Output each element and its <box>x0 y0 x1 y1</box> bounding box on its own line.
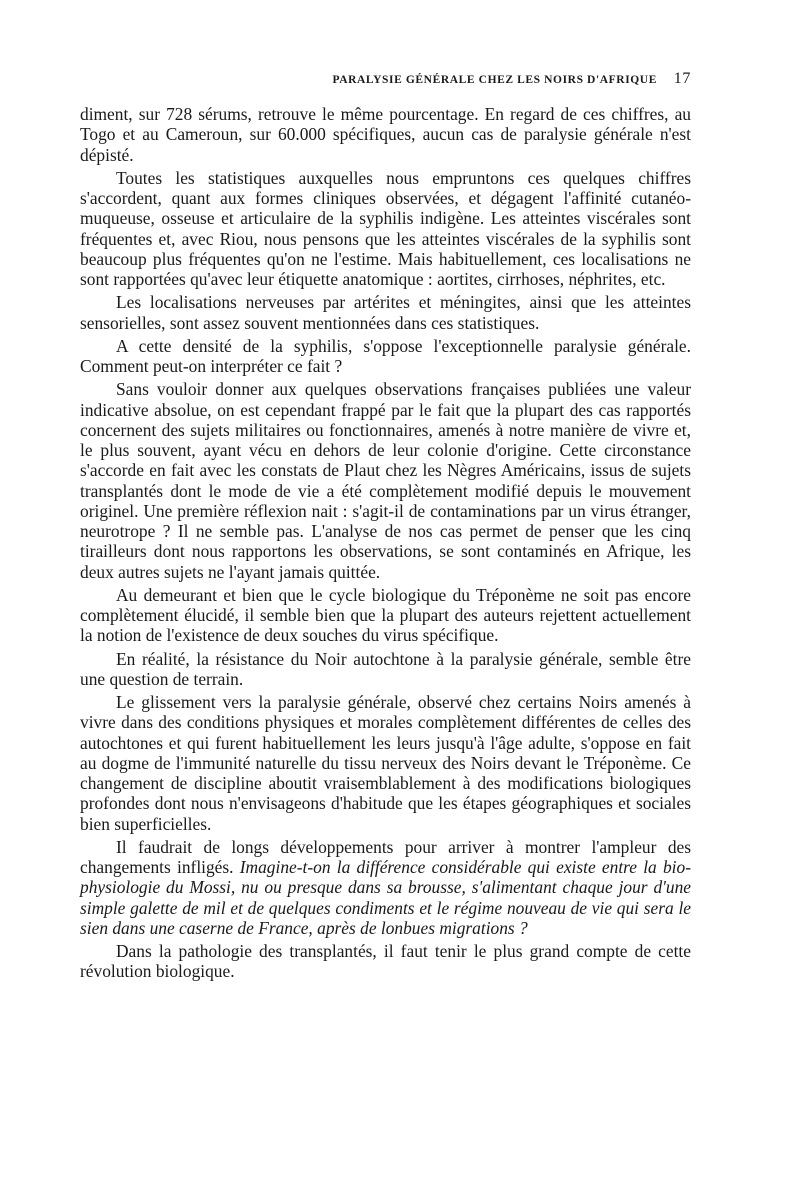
running-title: PARALYSIE GÉNÉRALE CHEZ LES NOIRS D'AFRIQUE <box>332 74 657 86</box>
paragraph: diment, sur 728 sérums, retrouve le même pourcentage. En regard de ces chiffres, au Togo et au Cameroun, sur 60.000 spécifiques, aucun cas de paralysie générale n'est dépisté. <box>80 104 691 165</box>
running-head <box>80 70 691 92</box>
paragraph: Au demeurant et bien que le cycle biologique du Tréponème ne soit pas encore complètement élucidé, il semble bien que la plupart des auteurs rejettent actuellement la notion de l'existence de deux souches du virus spécifique. <box>80 584 691 646</box>
paragraph: Dans la pathologie des transplantés, il faut tenir le plus grand compte de cette révolution biologique. <box>80 941 691 982</box>
paragraph: Toutes les statistiques auxquelles nous empruntons ces quelques chiffres s'accordent, quant aux formes cliniques observées, et dégagent l'affinité cutanéo-muqueuse, osseuse et articulaire de la syphilis indigène. Les atteintes viscérales sont fréquentes et, avec Riou, nous pensons que les atteintes viscérales de la syphilis sont beaucoup plus fréquentes qu'on ne l'estime. Mais habituellement, ces localisations ne sont rapportées qu'avec leur étiquette anatomique : aortites, cirrhoses, néphrites, etc. <box>80 167 691 289</box>
paragraph: Le glissement vers la paralysie générale, observé chez certains Noirs amenés à vivre dans des conditions physiques et morales complètement différentes de celles des autochtones et qui furent habituellement les leurs jusqu'à l'âge adulte, s'oppose en fait au dogme de l'immunité naturelle du tissu nerveux des Noirs devant le Tréponème. Ce changement de discipline aboutit vraisemblablement à des modifications biologiques profondes dont nous n'envisageons d'habitude que les étapes géographiques et sociales bien superficielles. <box>80 692 691 834</box>
body-text <box>80 104 691 982</box>
paragraph-italic-part: Imagine-t-on la différence considérable qui existe entre la bio-physiologie du Mossi, nu ou presque dans sa brousse, s'alimentant chaque jour d'une simple galette de mil et de quelques condiments et le régime nouveau de vie qui sera le sien dans une caserne de France, après de lonbues migrations ? <box>80 857 691 938</box>
paragraph: Sans vouloir donner aux quelques observations françaises publiées une valeur indicative absolue, on est cependant frappé par le fait que la plupart des cas rapportés concernent des sujets militaires ou fonctionnaires, amenés à notre manière de vivre et, le plus souvent, ayant vécu en dehors de leur colonie d'origine. Cette circonstance s'accorde en fait avec les constats de Plaut chez les Nègres Américains, issus de sujets transplantés dont le mode de vie a été complètement modifié depuis le mouvement originel. Une première réflexion nait : s'agit-il de contaminations par un virus étranger, neurotrope ? Il ne semble pas. L'analyse de nos cas permet de penser que les cinq tirailleurs dont nous rapportons les observations, se sont contaminés en Afrique, les deux autres sujets ne l'ayant jamais quittée. <box>80 379 691 582</box>
book-page <box>80 70 691 985</box>
paragraph-roman-part: Il faudrait de longs développements pour arriver à montrer l'ampleur des changements infligés. <box>80 836 691 877</box>
paragraph: A cette densité de la syphilis, s'oppose l'exceptionnelle paralysie générale. Comment peut-on interpréter ce fait ? <box>80 335 691 376</box>
paragraph: Les localisations nerveuses par artérites et méningites, ainsi que les atteintes sensorielles, sont assez souvent mentionnées dans ces statistiques. <box>80 292 691 333</box>
paragraph-mixed <box>80 837 691 938</box>
page-number: 17 <box>673 70 691 87</box>
paragraph: En réalité, la résistance du Noir autochtone à la paralysie générale, semble être une question de terrain. <box>80 648 691 689</box>
